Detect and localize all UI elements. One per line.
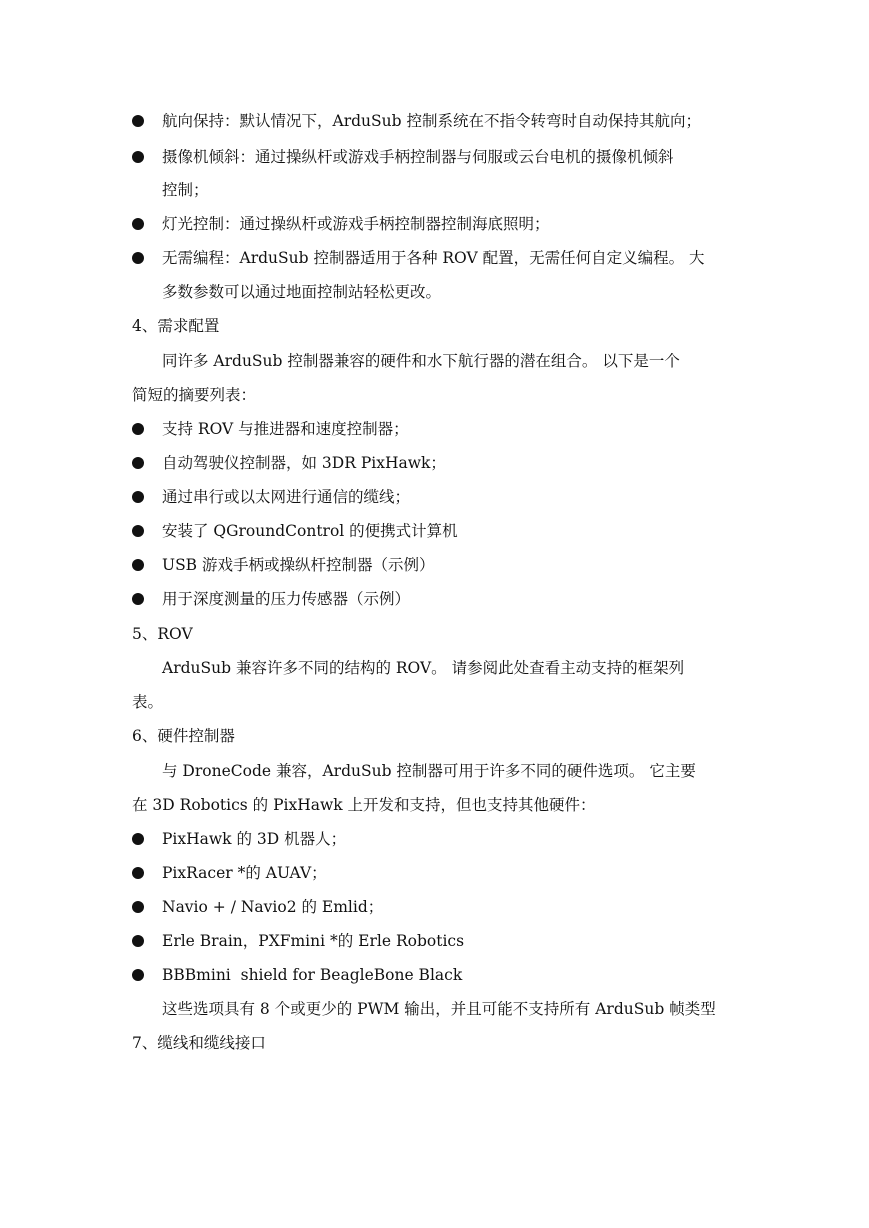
bullet-icon [132, 115, 144, 127]
list-item: 支持 ROV 与推进器和速度控制器； [0, 414, 869, 444]
bullet-icon [132, 423, 144, 435]
list-item [0, 106, 869, 136]
bullet-icon [132, 491, 144, 503]
bullet-icon [132, 151, 144, 163]
bullet-icon [132, 457, 144, 469]
list-item: PixRacer *的 AUAV； [0, 858, 869, 888]
list-item: USB 游戏手柄或操纵杆控制器（示例） [0, 550, 869, 580]
bullet-icon [132, 969, 144, 981]
list-item-text: 无需编程：ArduSub 控制器适用于各种 ROV 配置，无需任何自定义编程。 大 [162, 249, 705, 267]
bullet-icon [132, 867, 144, 879]
list-item-text: 航向保持：默认情况下，ArduSub 控制系统在不指令转弯时自动保持其航向； [162, 112, 701, 130]
list-item-text: 摄像机倾斜：通过操纵杆或游戏手柄控制器与伺服或云台电机的摄像机倾斜 [162, 148, 674, 166]
paragraph-line: 这些选项具有 8 个或更少的 PWM 输出，并且可能不支持所有 ArduSub 帧类型 [162, 1000, 716, 1018]
paragraph-line: 简短的摘要列表： [132, 386, 257, 404]
list-item: 自动驾驶仪控制器，如 3DR PixHawk； [0, 448, 869, 478]
list-item: 通过串行或以太网进行通信的缆线； [0, 482, 869, 512]
paragraph-line: 表。 [132, 693, 164, 711]
bullet-icon [132, 559, 144, 571]
list-item-continuation: 多数参数可以通过地面控制站轻松更改。 [162, 283, 442, 301]
paragraph-line: 同许多 ArduSub 控制器兼容的硬件和水下航行器的潜在组合。 以下是一个 [162, 352, 680, 370]
bullet-icon [132, 901, 144, 913]
list-item: 安装了 QGroundControl 的便携式计算机 [0, 516, 869, 546]
bullet-icon [132, 593, 144, 605]
paragraph-line: 在 3D Robotics 的 PixHawk 上开发和支持，但也支持其他硬件： [132, 796, 596, 814]
section-heading: 4、需求配置 [132, 317, 220, 335]
list-item [0, 142, 869, 172]
list-item: Erle Brain，PXFmini *的 Erle Robotics [0, 926, 869, 956]
bullet-icon [132, 525, 144, 537]
list-item: 用于深度测量的压力传感器（示例） [0, 584, 869, 614]
paragraph-line: 与 DroneCode 兼容，ArduSub 控制器可用于许多不同的硬件选项。 它主要 [162, 762, 696, 780]
list-item: Navio + / Navio2 的 Emlid； [0, 892, 869, 922]
bullet-icon [132, 252, 144, 264]
list-item: BBBmini shield for BeagleBone Black [0, 960, 869, 990]
list-item [0, 209, 869, 239]
bullet-icon [132, 218, 144, 230]
bullet-icon [132, 935, 144, 947]
list-item [0, 243, 869, 273]
bullet-icon [132, 833, 144, 845]
list-item-continuation: 控制； [162, 181, 209, 199]
section-heading: 5、ROV [132, 625, 193, 643]
paragraph-line: ArduSub 兼容许多不同的结构的 ROV。 请参阅此处查看主动支持的框架列 [162, 659, 685, 677]
section-heading: 6、硬件控制器 [132, 727, 235, 745]
list-item: PixHawk 的 3D 机器人； [0, 824, 869, 854]
section-heading: 7、缆线和缆线接口 [132, 1034, 266, 1052]
list-item-text: 灯光控制：通过操纵杆或游戏手柄控制器控制海底照明； [162, 215, 550, 233]
